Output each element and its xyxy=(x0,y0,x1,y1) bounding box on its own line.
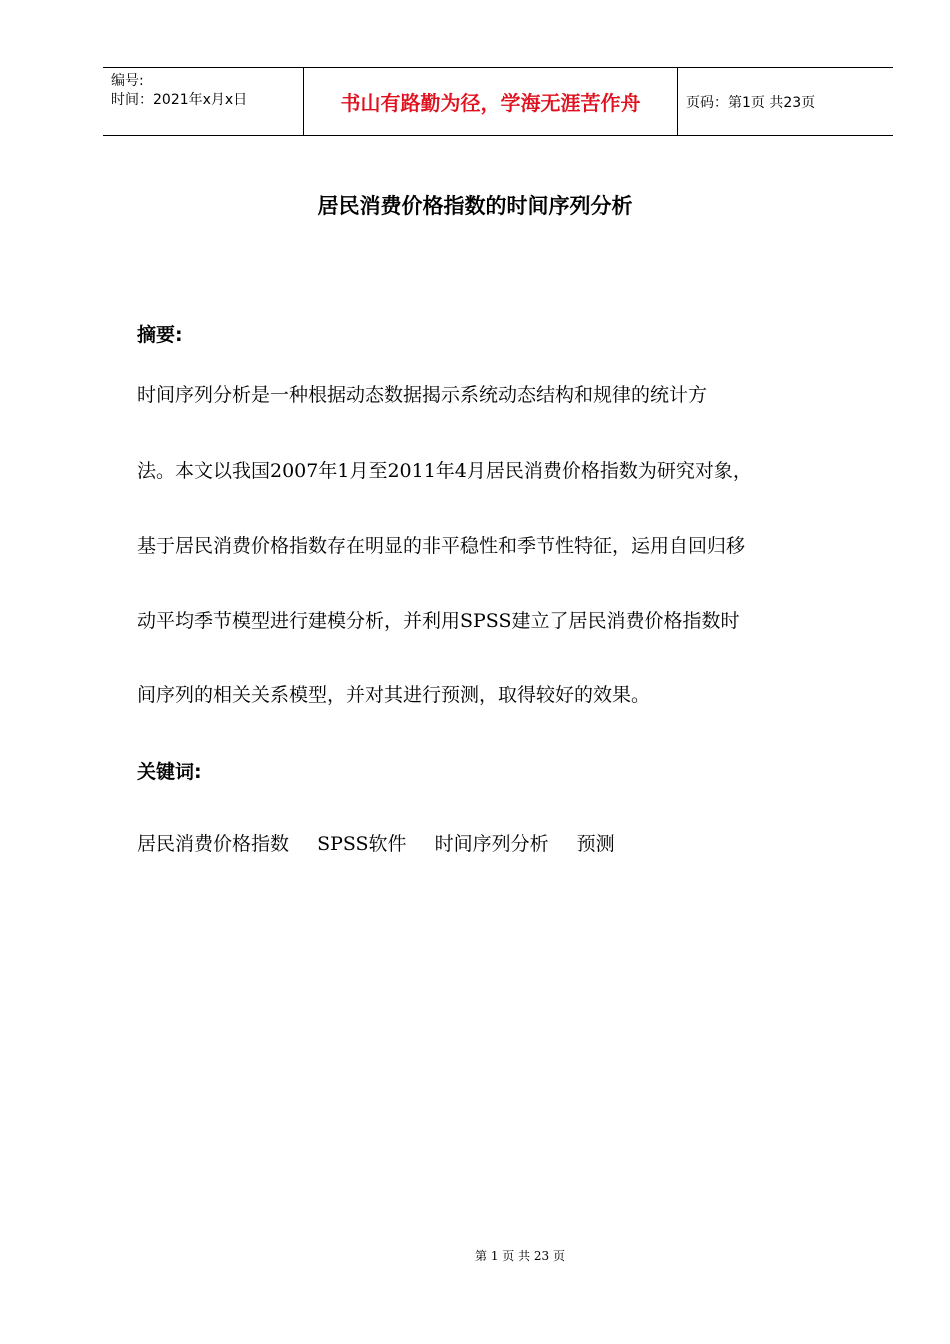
keywords-list xyxy=(137,829,637,856)
keywords-heading: 关键词: xyxy=(137,761,202,783)
keyword-item: 预测 xyxy=(576,833,615,855)
document-header xyxy=(103,67,893,136)
header-page-info: 页码：第1页 共23页 xyxy=(686,94,816,111)
abstract-line: 基于居民消费价格指数存在明显的非平稳性和季节性特征，运用自回归移 xyxy=(137,535,746,557)
abstract-heading: 摘要: xyxy=(137,324,183,346)
page-footer: 第 1 页 共 23 页 xyxy=(475,1249,565,1263)
header-meta-cell xyxy=(103,68,304,135)
document-title: 居民消费价格指数的时间序列分析 xyxy=(317,194,633,218)
document-date-label: 时间：2021年x月x日 xyxy=(111,92,248,108)
abstract-line: 动平均季节模型进行建模分析，并利用SPSS建立了居民消费价格指数时 xyxy=(137,610,740,632)
header-motto: 书山有路勤为径，学海无涯苦作舟 xyxy=(304,68,678,135)
abstract-line: 时间序列分析是一种根据动态数据揭示系统动态结构和规律的统计方 xyxy=(137,384,708,406)
abstract-line: 法。本文以我国2007年1月至2011年4月居民消费价格指数为研究对象， xyxy=(137,460,752,482)
keyword-item: SPSS软件 xyxy=(317,833,407,855)
document-number-label: 编号: xyxy=(111,73,144,89)
keyword-item: 时间序列分析 xyxy=(434,833,549,855)
keyword-item: 居民消费价格指数 xyxy=(137,833,290,855)
abstract-line: 间序列的相关关系模型，并对其进行预测，取得较好的效果。 xyxy=(137,684,651,706)
